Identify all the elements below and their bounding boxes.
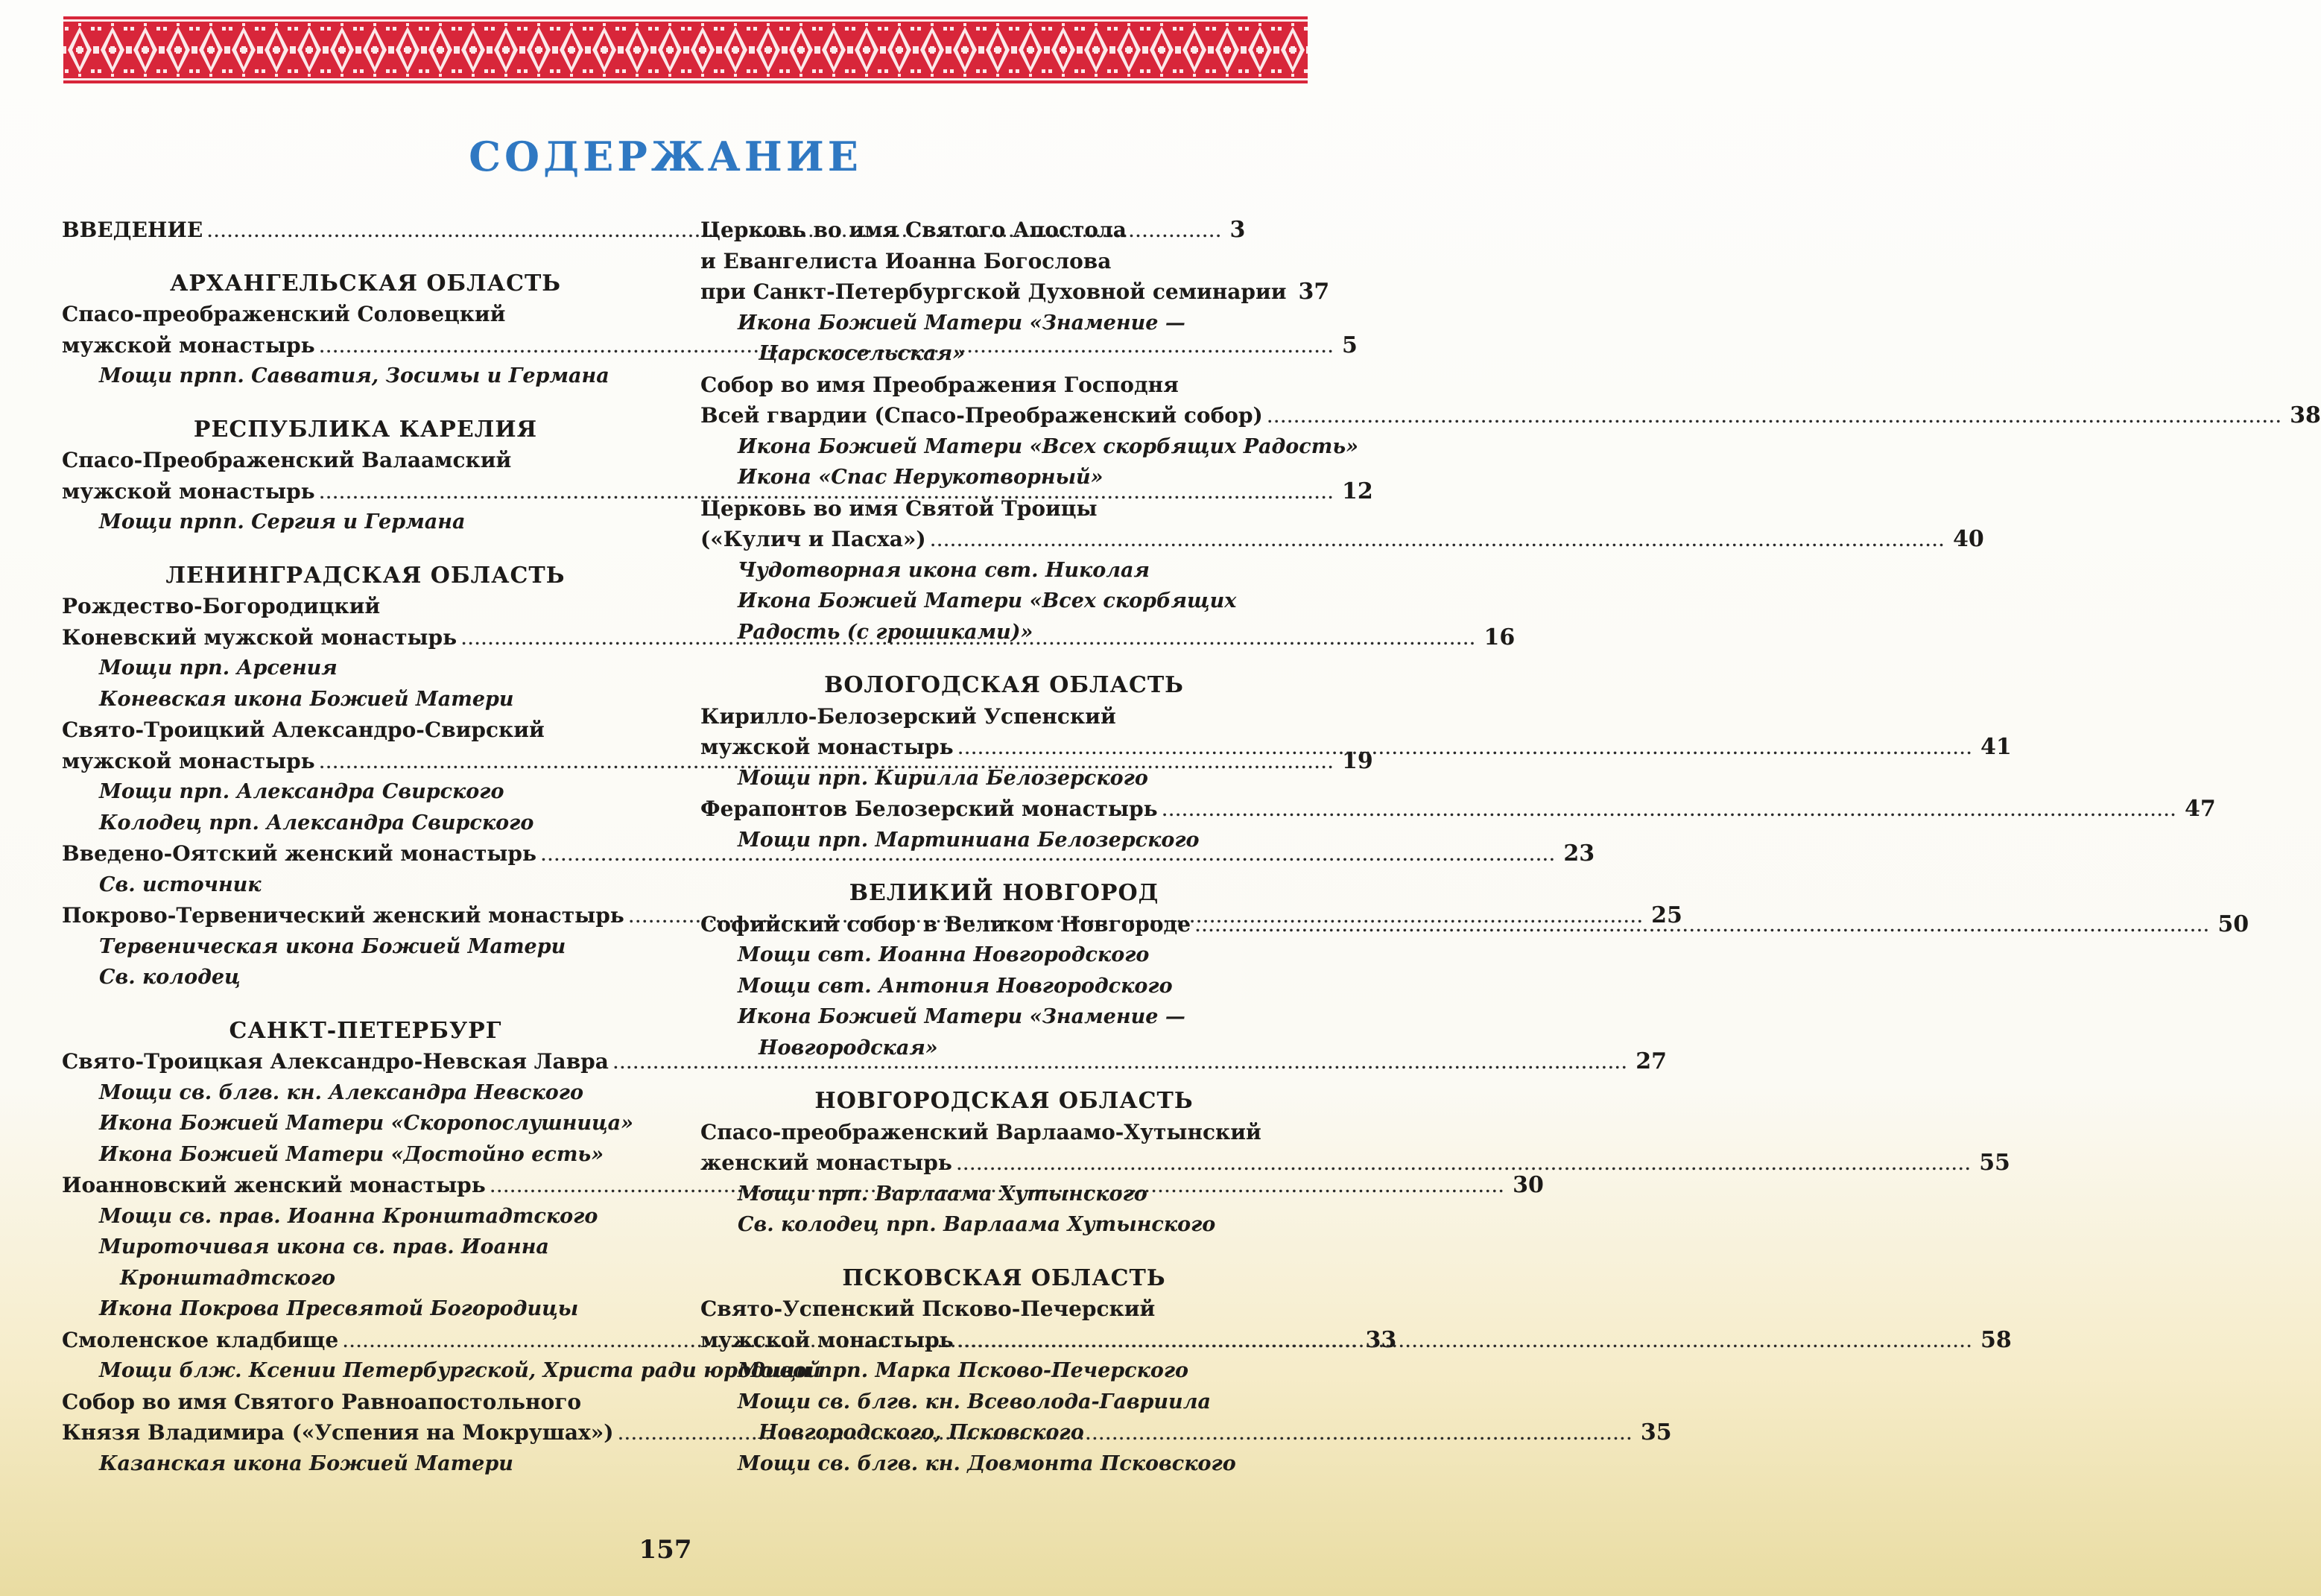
- toc-entry-title: Иоанновский женский монастырь: [62, 1173, 486, 1197]
- toc-page-number: 27: [1636, 1048, 1667, 1074]
- toc-subitem: Мощи прпп. Сергия и Германа: [99, 510, 466, 533]
- toc-subitem: Мощи прпп. Савватия, Зосимы и Германа: [99, 364, 609, 387]
- toc-subitem: Икона Божией Матери «Знамение —: [738, 311, 1185, 335]
- toc-page-number: 38: [2290, 402, 2321, 428]
- toc-page-number: 37: [1298, 279, 1330, 305]
- toc-entry-title: Кирилло-Белозерский Успенский: [700, 703, 1116, 729]
- toc-entry-title: Свято-Троицкий Александро-Свирский: [62, 718, 545, 742]
- page-title: СОДЕРЖАНИЕ: [469, 133, 862, 180]
- section-heading: АРХАНГЕЛЬСКАЯ ОБЛАСТЬ: [169, 270, 562, 297]
- toc-entry-title: Спасо-преображенский Варлаамо-Хутынский: [700, 1119, 1261, 1144]
- toc-page-number: 33: [1365, 1326, 1397, 1353]
- toc-subitem: Мощи свт. Антония Новгородского: [738, 974, 1173, 998]
- dot-leader: [957, 1150, 1972, 1181]
- section-spacer: [62, 392, 669, 414]
- section-heading: САНКТ-ПЕТЕРБУРГ: [229, 1017, 502, 1044]
- section-heading: ВЕЛИКИЙ НОВГОРОД: [849, 880, 1159, 906]
- toc-entry: [62, 746, 1373, 777]
- toc-entry: [700, 1147, 2010, 1179]
- toc-entry-title: и Евангелиста Иоанна Богослова: [700, 248, 1112, 273]
- toc-entry-title: Рождество-Богородицкий: [62, 594, 381, 618]
- toc-page-number: 23: [1563, 840, 1595, 867]
- toc-subitem: Мощи блж. Ксении Петербургской, Христа ради юродивой: [99, 1359, 821, 1382]
- toc-subitem: Икона Божией Матери «Всех скорбящих: [738, 589, 1237, 612]
- toc-page-number: 41: [1980, 734, 2012, 760]
- toc-subitem: Св. источник: [99, 873, 262, 896]
- toc-subitem: Радость (с грошиками)»: [738, 620, 1033, 644]
- toc-subitem: Мощи св. прав. Иоанна Кронштадтского: [99, 1204, 598, 1228]
- dot-leader: [1195, 911, 2210, 943]
- toc-subitem: Чудотворная икона свт. Николая: [738, 558, 1150, 582]
- toc-page-number: 35: [1640, 1419, 1672, 1445]
- section-spacer: [62, 993, 669, 1016]
- toc-entry-title: Церковь во имя Святого Апостола: [700, 218, 1127, 242]
- toc-entry: [700, 276, 1330, 308]
- toc-subitem: Св. колодец прп. Варлаама Хутынского: [738, 1213, 1216, 1236]
- toc-subitem: Мощи прп. Кирилла Белозерского: [738, 766, 1148, 790]
- toc-page-number: 55: [1979, 1150, 2010, 1176]
- toc-page-number: 16: [1484, 624, 1516, 650]
- page-number: 157: [639, 1535, 692, 1565]
- toc-subitem: Икона Божией Матери «Знамение —: [738, 1005, 1185, 1028]
- toc-entry-title: женский монастырь: [700, 1150, 952, 1175]
- section-spacer: [62, 538, 669, 560]
- toc-entry-title: мужской монастырь: [62, 748, 315, 773]
- section-spacer: [700, 1063, 1308, 1086]
- dot-leader: [958, 1327, 1973, 1358]
- toc-page-number: 12: [1342, 478, 1373, 504]
- section-spacer: [700, 1241, 1308, 1263]
- section-spacer: [700, 647, 1308, 670]
- toc-subitem: Мощи прп. Мартиниана Белозерского: [738, 828, 1200, 852]
- toc-entry-title: («Кулич и Пасха»): [700, 527, 926, 551]
- toc-page-number: 50: [2217, 911, 2249, 937]
- toc-subitem: Икона Божией Матери «Скоропослушница»: [99, 1112, 634, 1135]
- toc-entry: [700, 524, 1984, 555]
- toc-subitem-continuation: Кронштадтского: [120, 1266, 336, 1290]
- toc-entry-title: Всей гвардии (Спасо-Преображенский собор): [700, 403, 1263, 428]
- toc-subitem: Мощи свт. Иоанна Новгородского: [738, 943, 1150, 966]
- dot-leader: [931, 526, 1945, 557]
- toc-subitem: Св. колодец: [99, 966, 241, 989]
- toc-subitem: Мощи св. блгв. кн. Довмонта Псковского: [738, 1451, 1236, 1475]
- toc-subitem: Мощи прп. Варлаама Хутынского: [738, 1182, 1147, 1206]
- toc-subitem: Икона «Спас Нерукотворный»: [738, 466, 1103, 489]
- toc-entry-title: при Санкт-Петербургской Духовной семинарии: [700, 279, 1287, 304]
- toc-subitem: Икона Покрова Пресвятой Богородицы: [99, 1297, 579, 1320]
- folk-embroidery-border-icon: [63, 16, 1308, 83]
- toc-page-number: 47: [2185, 796, 2216, 822]
- toc-page-number: 40: [1953, 526, 1984, 552]
- toc-subitem: Мощи прп. Марка Псково-Печерского: [738, 1359, 1189, 1382]
- toc-subitem: Коневская икона Божией Матери: [99, 687, 514, 711]
- toc-subitem: Мощи св. блгв. кн. Александра Невского: [99, 1080, 583, 1104]
- toc-subitem: Колодец прп. Александра Свирского: [99, 811, 534, 835]
- toc-entry-title: Князя Владимира («Успения на Мокрушах»): [62, 1420, 614, 1445]
- toc-entry-title: мужской монастырь: [62, 332, 315, 358]
- section-heading: ПСКОВСКАЯ ОБЛАСТЬ: [842, 1264, 1166, 1291]
- dot-leader: [1267, 402, 2282, 434]
- toc-entry-title: Ферапонтов Белозерский монастырь: [700, 797, 1158, 821]
- section-heading: ВОЛОГОДСКАЯ ОБЛАСТЬ: [824, 672, 1184, 698]
- section-heading: НОВГОРОДСКАЯ ОБЛАСТЬ: [814, 1088, 1194, 1114]
- toc-page-number: 5: [1342, 332, 1358, 358]
- toc-subitem-continuation: Новгородского, Псковского: [759, 1421, 1084, 1444]
- toc-entry-title: Церковь во имя Святой Троицы: [700, 495, 1098, 521]
- toc-subitem-continuation: Царскосельская»: [759, 342, 965, 365]
- toc-subitem: Мироточивая икона св. прав. Иоанна: [99, 1235, 549, 1258]
- toc-page-number: 25: [1651, 902, 1682, 928]
- toc-entry: [700, 794, 2216, 825]
- toc-entry-title: мужской монастырь: [62, 478, 315, 504]
- toc-entry-title: Свято-Троицкая Александро-Невская Лавра: [62, 1049, 609, 1074]
- toc-entry-title: мужской монастырь: [700, 735, 954, 759]
- section-heading: ЛЕНИНГРАДСКАЯ ОБЛАСТЬ: [165, 562, 566, 589]
- toc-entry-title: Софийский собор в Великом Новгороде: [700, 911, 1191, 937]
- toc-page-number: 3: [1229, 217, 1246, 243]
- toc-subitem-continuation: Новгородская»: [759, 1036, 938, 1060]
- toc-subitem: Икона Божией Матери «Всех скорбящих Радость»: [738, 434, 1359, 458]
- toc-entry-title: мужской монастырь: [700, 1327, 954, 1352]
- dot-leader: [958, 734, 1973, 765]
- toc-entry-title: ВВЕДЕНИЕ: [62, 218, 203, 242]
- toc-subitem: Мощи прп. Александра Свирского: [99, 780, 504, 803]
- toc-page-number: 30: [1513, 1172, 1544, 1198]
- toc-subitem: Мощи прп. Арсения: [99, 656, 338, 680]
- toc-subitem: Мощи св. блгв. кн. Всеволода-Гавриила: [738, 1390, 1211, 1413]
- toc-subitem: Тервеническая икона Божией Матери: [99, 934, 566, 958]
- toc-page-number: 58: [1980, 1326, 2012, 1353]
- toc-page-number: 19: [1342, 747, 1373, 774]
- section-heading: РЕСПУБЛИКА КАРЕЛИЯ: [193, 416, 538, 443]
- dot-leader: [1162, 796, 2177, 827]
- toc-subitem: Икона Божией Матери «Достойно есть»: [99, 1142, 604, 1166]
- toc-entry-title: Коневский мужской монастырь: [62, 624, 457, 650]
- toc-entry: [700, 400, 2321, 431]
- toc-subitem: Казанская икона Божией Матери: [99, 1451, 513, 1475]
- toc-entry-title: Собор во имя Святого Равноапостольного: [62, 1389, 582, 1414]
- section-spacer: [700, 855, 1308, 878]
- toc-entry-title: Спасо-Преображенский Валаамский: [62, 448, 512, 472]
- section-spacer: [62, 246, 669, 268]
- toc-entry-title: Спасо-преображенский Соловецкий: [62, 302, 506, 326]
- toc-entry-title: Введено-Оятский женский монастырь: [62, 841, 536, 866]
- toc-entry-title: Покрово-Тервенический женский монастырь: [62, 903, 624, 928]
- toc-entry-title: Собор во имя Преображения Господня: [700, 372, 1179, 397]
- toc-entry-title: Свято-Успенский Псково-Печерский: [700, 1296, 1156, 1321]
- toc-entry-title: Смоленское кладбище: [62, 1327, 339, 1352]
